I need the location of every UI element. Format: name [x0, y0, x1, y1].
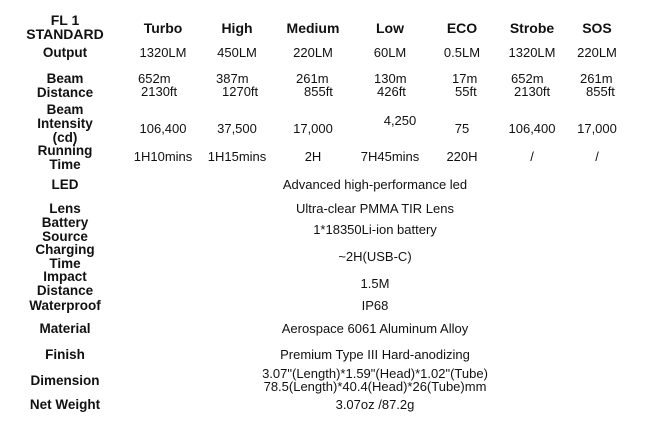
- table-title: [10, 13, 120, 42]
- beam-distance-sos: [580, 72, 615, 99]
- beam-distance-high-ft: 1270ft: [222, 84, 259, 100]
- beam-distance-turbo: [138, 72, 177, 99]
- beam-intensity-medium: 17,000: [293, 121, 333, 136]
- beam-distance-strobe: [511, 72, 550, 99]
- running-time-label: [10, 144, 120, 172]
- beam-intensity-high: 37,500: [217, 121, 257, 136]
- running-time-high: 1H15mins: [207, 149, 267, 164]
- dimension-label: Dimension: [30, 373, 100, 388]
- running-time-sos: /: [595, 149, 599, 164]
- beam-distance-medium: [296, 72, 333, 99]
- running-time-label-line-1: Running: [37, 143, 93, 158]
- beam-intensity-label: [10, 103, 120, 144]
- beam-distance-strobe-ft: 2130ft: [514, 84, 551, 100]
- beam-distance-label-line-1: Beam: [46, 71, 84, 86]
- waterproof-label: Waterproof: [29, 298, 101, 313]
- beam-distance-sos-m: 261m: [580, 71, 613, 86]
- beam-distance-turbo-ft: 2130ft: [141, 84, 178, 100]
- impact-distance-label-line-2: Distance: [36, 282, 94, 298]
- battery-source-label: [10, 216, 120, 244]
- beam-distance-eco-ft: 55ft: [455, 84, 477, 100]
- net-weight-label: Net Weight: [29, 397, 101, 412]
- output-medium: 220LM: [293, 45, 333, 60]
- finish-label: Finish: [45, 347, 85, 362]
- charging-time-label: [10, 243, 120, 271]
- beam-intensity-label-line-3: (cd): [52, 129, 78, 145]
- impact-distance-value: 1.5M: [360, 276, 390, 291]
- beam-distance-label-line-2: Distance: [36, 84, 94, 100]
- led-label: LED: [51, 177, 79, 192]
- battery-source-label-line-2: Source: [42, 228, 88, 244]
- beam-intensity-turbo: 106,400: [139, 121, 187, 136]
- beam-distance-low-m: 130m: [374, 71, 407, 86]
- running-time-eco: 220H: [446, 149, 478, 164]
- dimension-value-metric: 78.5(Length)*40.4(Head)*26(Tube)mm: [263, 379, 487, 395]
- battery-source-label-line-1: Battery: [41, 215, 89, 230]
- beam-distance-turbo-m: 652m: [138, 71, 171, 86]
- output-low: 60LM: [373, 45, 407, 60]
- running-time-medium: 2H: [304, 149, 322, 164]
- beam-distance-low-ft: 426ft: [377, 84, 406, 100]
- title-line-2: STANDARD: [26, 26, 104, 43]
- mode-header-turbo: Turbo: [143, 20, 183, 36]
- beam-intensity-label-line-1: Beam: [46, 102, 84, 117]
- beam-distance-strobe-m: 652m: [511, 71, 544, 86]
- output-strobe: 1320LM: [508, 45, 556, 60]
- mode-header-medium: Medium: [286, 20, 340, 36]
- running-time-low: 7H45mins: [360, 149, 420, 164]
- beam-distance-low: [374, 72, 407, 99]
- beam-distance-high: [216, 72, 258, 99]
- material-value: Aerospace 6061 Aluminum Alloy: [281, 321, 469, 336]
- title-line-1: FL 1: [50, 12, 80, 28]
- charging-time-label-line-1: Charging: [35, 242, 95, 257]
- battery-source-value: 1*18350Li-ion battery: [313, 222, 437, 237]
- dimension-value: [130, 367, 620, 394]
- beam-intensity-strobe: 106,400: [508, 121, 556, 136]
- finish-value: Premium Type III Hard-anodizing: [280, 347, 470, 362]
- net-weight-value: 3.07oz /87.2g: [335, 397, 415, 412]
- charging-time-label-line-2: Time: [49, 255, 81, 271]
- lens-label: Lens: [49, 201, 81, 216]
- mode-header-high: High: [221, 20, 253, 36]
- output-sos: 220LM: [577, 45, 617, 60]
- beam-distance-high-m: 387m: [216, 71, 249, 86]
- dimension-value-imperial: 3.07"(Length)*1.59"(Head)*1.02"(Tube): [262, 366, 488, 381]
- mode-header-strobe: Strobe: [509, 20, 555, 36]
- beam-intensity-label-line-2: Intensity: [37, 115, 93, 131]
- beam-distance-medium-ft: 855ft: [304, 84, 333, 100]
- output-high: 450LM: [217, 45, 257, 60]
- beam-intensity-eco: 75: [454, 121, 470, 136]
- beam-intensity-sos: 17,000: [577, 121, 617, 136]
- mode-header-low: Low: [376, 20, 404, 36]
- waterproof-value: IP68: [361, 298, 389, 313]
- beam-distance-sos-ft: 855ft: [586, 84, 615, 100]
- led-value: Advanced high-performance led: [282, 177, 468, 192]
- mode-header-sos: SOS: [582, 20, 612, 36]
- mode-header-eco: ECO: [446, 20, 478, 36]
- running-time-strobe: /: [530, 149, 534, 164]
- output-turbo: 1320LM: [139, 45, 187, 60]
- impact-distance-label: [10, 270, 120, 298]
- lens-value: Ultra-clear PMMA TIR Lens: [296, 201, 454, 216]
- beam-distance-eco: [452, 72, 477, 99]
- charging-time-value: ~2H(USB-C): [338, 249, 412, 264]
- material-label: Material: [39, 321, 91, 336]
- impact-distance-label-line-1: Impact: [43, 269, 87, 284]
- running-time-label-line-2: Time: [49, 156, 81, 172]
- output-label: Output: [42, 45, 88, 60]
- running-time-turbo: 1H10mins: [133, 149, 193, 164]
- beam-distance-label: [10, 72, 120, 100]
- beam-distance-medium-m: 261m: [296, 71, 329, 86]
- output-eco: 0.5LM: [443, 45, 481, 60]
- beam-intensity-low: 4,250: [383, 113, 417, 128]
- beam-distance-eco-m: 17m: [452, 71, 478, 86]
